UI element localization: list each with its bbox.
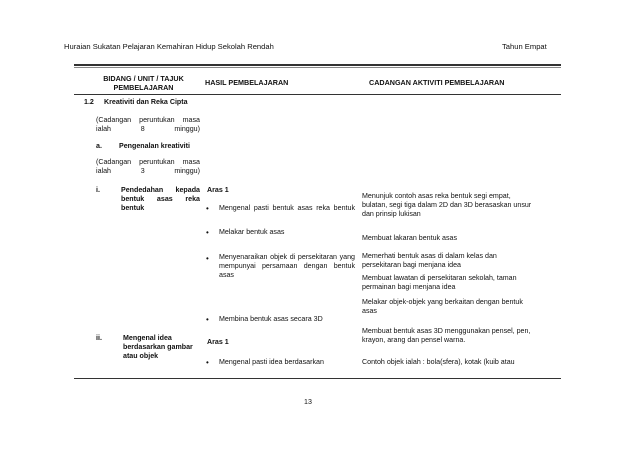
section-number: 1.2 [84, 98, 94, 106]
bullet-icon: • [206, 204, 209, 213]
learning-outcome: Membina bentuk asas secara 3D [219, 315, 323, 323]
subsection-time-note: (Cadangan peruntukan masa ialah 3 minggu) [96, 158, 200, 176]
column-header-activity: CADANGAN AKTIVITI PEMBELAJARAN [369, 78, 505, 87]
learning-outcome: Mengenal pasti bentuk asas reka bentuk [219, 204, 355, 212]
column-header-outcome: HASIL PEMBELAJARAN [205, 78, 289, 87]
activity-item: Menunjuk contoh asas reka bentuk segi empat, bulatan, segi tiga dalam 2D dan 3D berasaskan unsur dan prinsip lukisan [362, 192, 532, 219]
page-number: 13 [304, 398, 312, 406]
subsection-letter: a. [96, 142, 102, 150]
activity-item: Membuat bentuk asas 3D menggunakan pensel, pen, krayon, arang dan pensel warna. [362, 327, 531, 345]
level-label: Aras 1 [207, 186, 229, 194]
bullet-icon: • [206, 358, 209, 367]
bullet-icon: • [206, 254, 209, 263]
document-header-year: Tahun Empat [502, 42, 547, 51]
column-header-topic: BIDANG / UNIT / TAJUK PEMBELAJARAN [103, 74, 184, 92]
activity-item: Melakar objek-objek yang berkaitan dengan bentuk asas [362, 298, 523, 316]
topic-number: i. [96, 186, 100, 194]
subsection-title: Pengenalan kreativiti [119, 142, 190, 150]
section-title: Kreativiti dan Reka Cipta [104, 98, 188, 106]
topic-title: Mengenal idea berdasarkan gambar atau objek [123, 334, 193, 361]
topic-number: ii. [96, 334, 102, 342]
level-label: Aras 1 [207, 338, 229, 346]
learning-outcome: Melakar bentuk asas [219, 228, 285, 236]
document-header-title: Huraian Sukatan Pelajaran Kemahiran Hidup Sekolah Rendah [64, 42, 274, 51]
activity-item: Memerhati bentuk asas di dalam kelas dan persekitaran bagi menjana idea [362, 252, 497, 270]
learning-outcome: Mengenal pasti idea berdasarkan [219, 358, 324, 366]
activity-item: Membuat lawatan di persekitaran sekolah, taman permainan bagi menjana idea [362, 274, 517, 292]
header-bottom-rule [74, 94, 561, 95]
topic-title: Pendedahan kepada bentuk asas reka bentuk [121, 186, 200, 213]
table-bottom-rule [74, 378, 561, 379]
bullet-icon: • [206, 315, 209, 324]
table-top-rule [74, 64, 561, 66]
section-time-note: (Cadangan peruntukan masa ialah 8 minggu) [96, 116, 200, 134]
table-top-rule-thin [74, 67, 561, 68]
bullet-icon: • [206, 228, 209, 237]
activity-item: Membuat lakaran bentuk asas [362, 234, 458, 242]
activity-item: Contoh objek ialah : bola(sfera), kotak (kuib atau [362, 358, 515, 366]
learning-outcome: Menyenaraikan objek di persekitaran yang mempunyai persamaan dengan bentuk asas [219, 253, 355, 280]
